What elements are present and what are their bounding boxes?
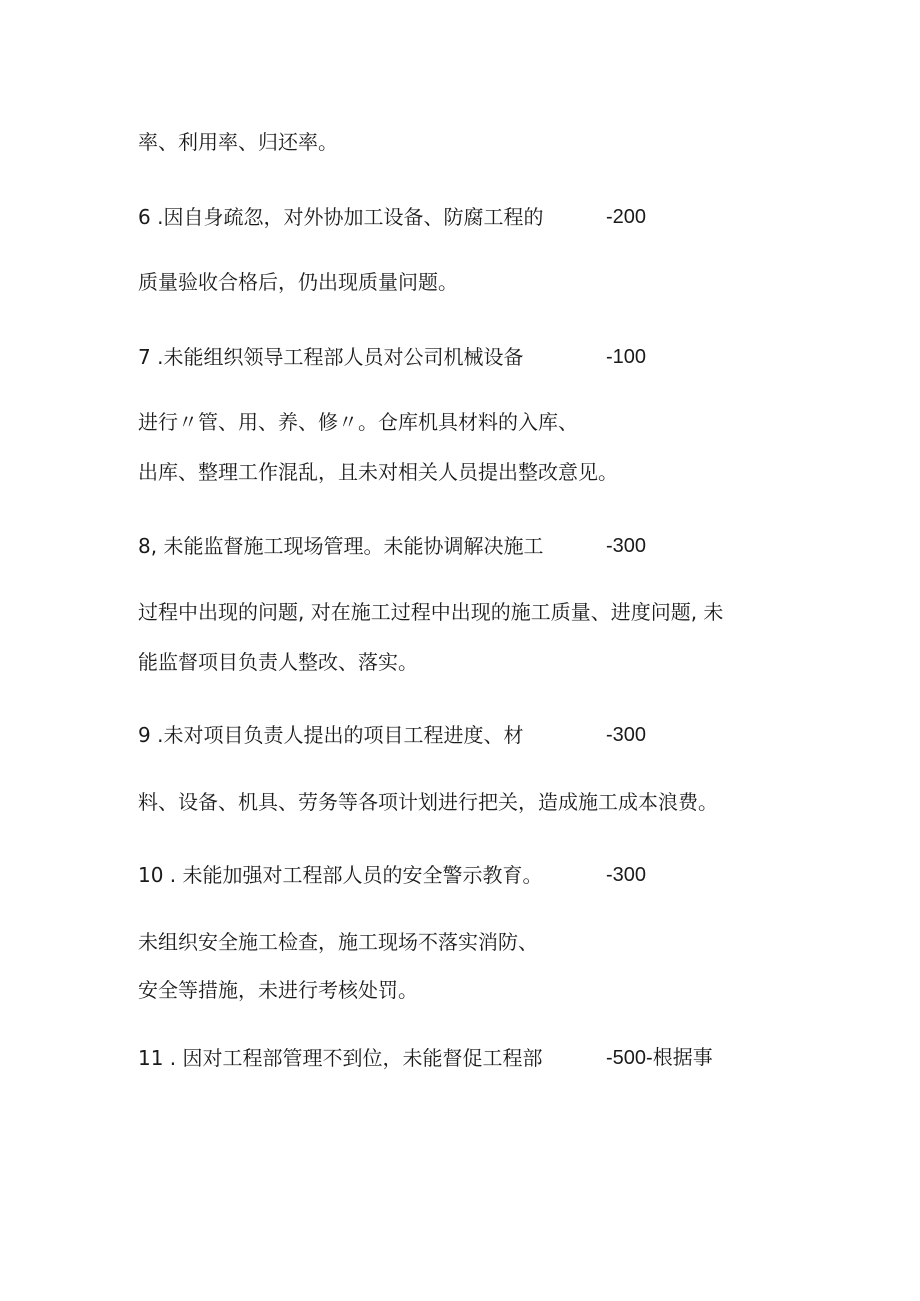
item-9-heading: 9 .未对项目负责人提出的项目工程进度、材 — [138, 723, 524, 747]
item-9-score: -300 — [606, 724, 647, 746]
item-8-score: -300 — [606, 535, 647, 557]
text-line: 过程中出现的问题, 对在施工过程中出现的施工质量、进度问题, 未 — [138, 600, 724, 624]
text-line: 出库、整理工作混乱，且未对相关人员提出整改意见。 — [138, 460, 618, 484]
text-line: 率、利用率、归还率。 — [138, 130, 338, 154]
item-10-heading: 10 . 未能加强对工程部人员的安全警示教育。 — [138, 863, 543, 887]
text-line: 能监督项目负责人整改、落实。 — [138, 650, 418, 674]
text-line: 安全等措施，未进行考核处罚。 — [138, 978, 418, 1002]
item-8-heading: 8, 未能监督施工现场管理。未能协调解决施工 — [138, 534, 544, 558]
item-11-score: -500-根据事 — [606, 1047, 713, 1069]
item-6-heading: 6 .因自身疏忽，对外协加工设备、防腐工程的 — [138, 205, 544, 229]
text-line: 质量验收合格后，仍出现质量问题。 — [138, 270, 458, 294]
text-line: 未组织安全施工检查，施工现场不落实消防、 — [138, 930, 538, 954]
item-6-score: -200 — [606, 206, 647, 228]
text-line: 料、设备、机具、劳务等各项计划进行把关，造成施工成本浪费。 — [138, 790, 718, 814]
item-7-score: -100 — [606, 346, 647, 368]
item-7-heading: 7 .未能组织领导工程部人员对公司机械设备 — [138, 345, 524, 369]
text-line: 进行〃管、用、养、修〃。仓库机具材料的入库、 — [138, 410, 578, 434]
item-10-score: -300 — [606, 864, 647, 886]
item-11-heading: 11 . 因对工程部管理不到位，未能督促工程部 — [138, 1046, 543, 1070]
